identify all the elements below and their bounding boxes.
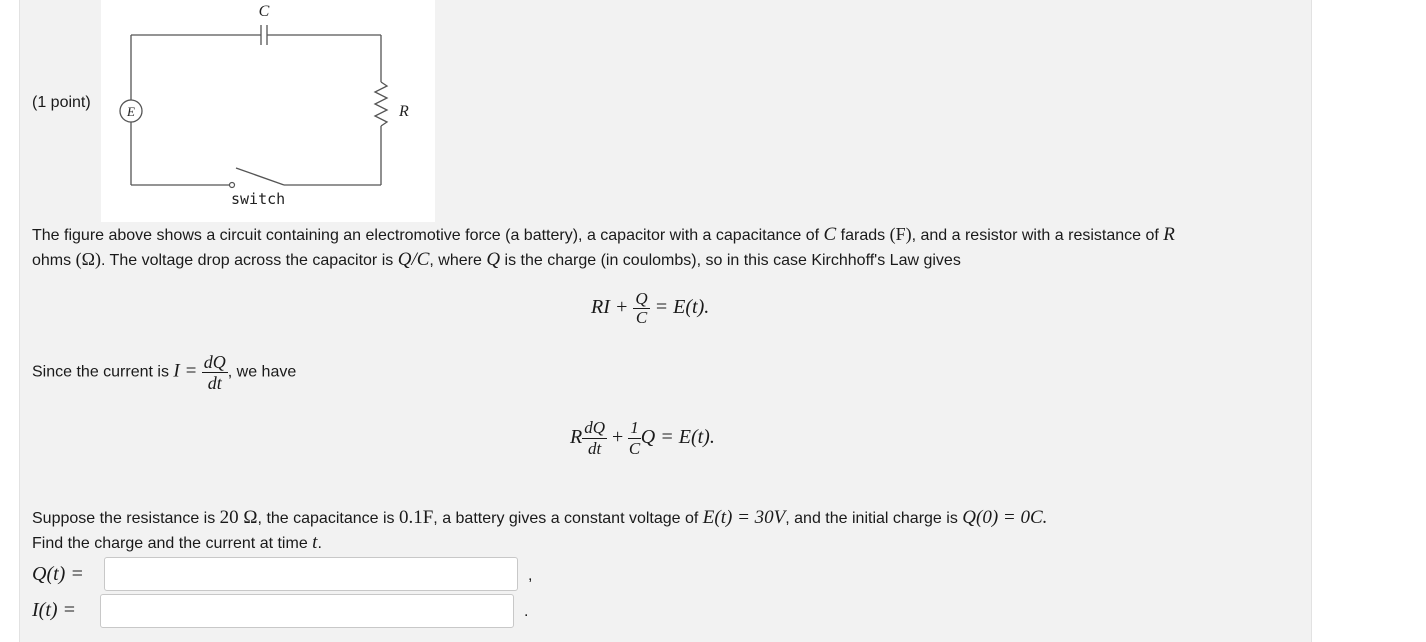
unit-farad: (F)	[889, 224, 912, 244]
capacitor-label: C	[258, 3, 270, 20]
expr-q-over-c: Q/C	[397, 249, 430, 270]
eq2-denominator-2: C	[628, 439, 641, 458]
i-answer-label: I(t) =	[32, 599, 77, 621]
problem-text: Suppose the resistance is	[32, 510, 216, 527]
since-text: , we have	[227, 363, 297, 381]
differential-equation	[570, 418, 715, 459]
eq1-rhs: = E(t).	[654, 296, 710, 319]
circuit-diagram	[101, 0, 435, 222]
q-answer-suffix: ,	[528, 567, 533, 584]
eq1-fraction	[633, 290, 649, 327]
intro-text: , and a resistor with a resistance of	[911, 227, 1159, 244]
intro-text: ohms	[32, 252, 72, 269]
var-q: Q	[486, 249, 501, 270]
dq-dt-fraction	[202, 352, 228, 393]
unit-ohm: (Ω)	[75, 249, 101, 269]
kirchhoff-equation	[591, 290, 709, 327]
eq2-numerator-1: dQ	[584, 418, 605, 437]
point-label: (1 point)	[32, 94, 91, 111]
var-r: R	[1163, 224, 1175, 245]
dq-numerator: dQ	[203, 352, 226, 372]
eq1-denominator: C	[635, 308, 648, 327]
problem-text: , the capacitance is	[257, 510, 395, 527]
since-current-line	[32, 352, 296, 393]
resistor-label: R	[399, 103, 409, 120]
eq2-numerator-2: 1	[630, 418, 639, 437]
i-answer-input[interactable]	[100, 594, 514, 628]
problem-text: , and the initial charge is	[785, 510, 958, 527]
intro-line-2	[32, 249, 961, 271]
intro-text: is the charge (in coulombs), so in this case Kirchhoff's Law gives	[504, 252, 961, 269]
eq2-fraction-1	[582, 418, 607, 459]
eq2-rhs: Q = E(t).	[640, 426, 715, 449]
eq1-numerator: Q	[635, 289, 648, 308]
voltage-value: E(t) = 30V	[702, 507, 786, 528]
var-i: I =	[173, 360, 198, 382]
i-answer-suffix: .	[524, 603, 529, 620]
eq2-r: R	[570, 426, 583, 449]
var-t: t	[312, 532, 318, 553]
emf-label: E	[127, 104, 135, 119]
var-c: C	[823, 224, 837, 245]
q-answer-label: Q(t) =	[32, 563, 84, 585]
dt-denominator: dt	[207, 373, 222, 393]
intro-line-1	[32, 224, 1175, 246]
since-text: Since the current is	[32, 363, 169, 381]
intro-text: farads	[840, 227, 886, 244]
intro-text: The figure above shows a circuit containing an electromotive force (a battery), a capacitor with a capacitance of	[32, 227, 820, 244]
initial-charge-value: Q(0) = 0C.	[962, 507, 1048, 528]
eq1-lhs: RI +	[591, 296, 629, 319]
problem-line-2	[32, 533, 322, 554]
eq2-plus: +	[612, 426, 624, 449]
capacitance-value: 0.1F	[398, 507, 434, 528]
eq2-fraction-2	[628, 418, 641, 459]
intro-text: , where	[429, 252, 482, 269]
eq2-denominator-1: dt	[587, 439, 602, 458]
switch-label: switch	[231, 190, 286, 208]
circuit-figure	[101, 0, 435, 222]
problem-text: , a battery gives a constant voltage of	[433, 510, 699, 527]
intro-text: . The voltage drop across the capacitor is	[100, 252, 394, 269]
problem-text: .	[317, 535, 322, 552]
problem-text: Find the charge and the current at time	[32, 535, 308, 552]
problem-line-1	[32, 508, 1047, 529]
resistance-value: 20 Ω	[219, 507, 258, 528]
q-answer-input[interactable]	[104, 557, 518, 591]
